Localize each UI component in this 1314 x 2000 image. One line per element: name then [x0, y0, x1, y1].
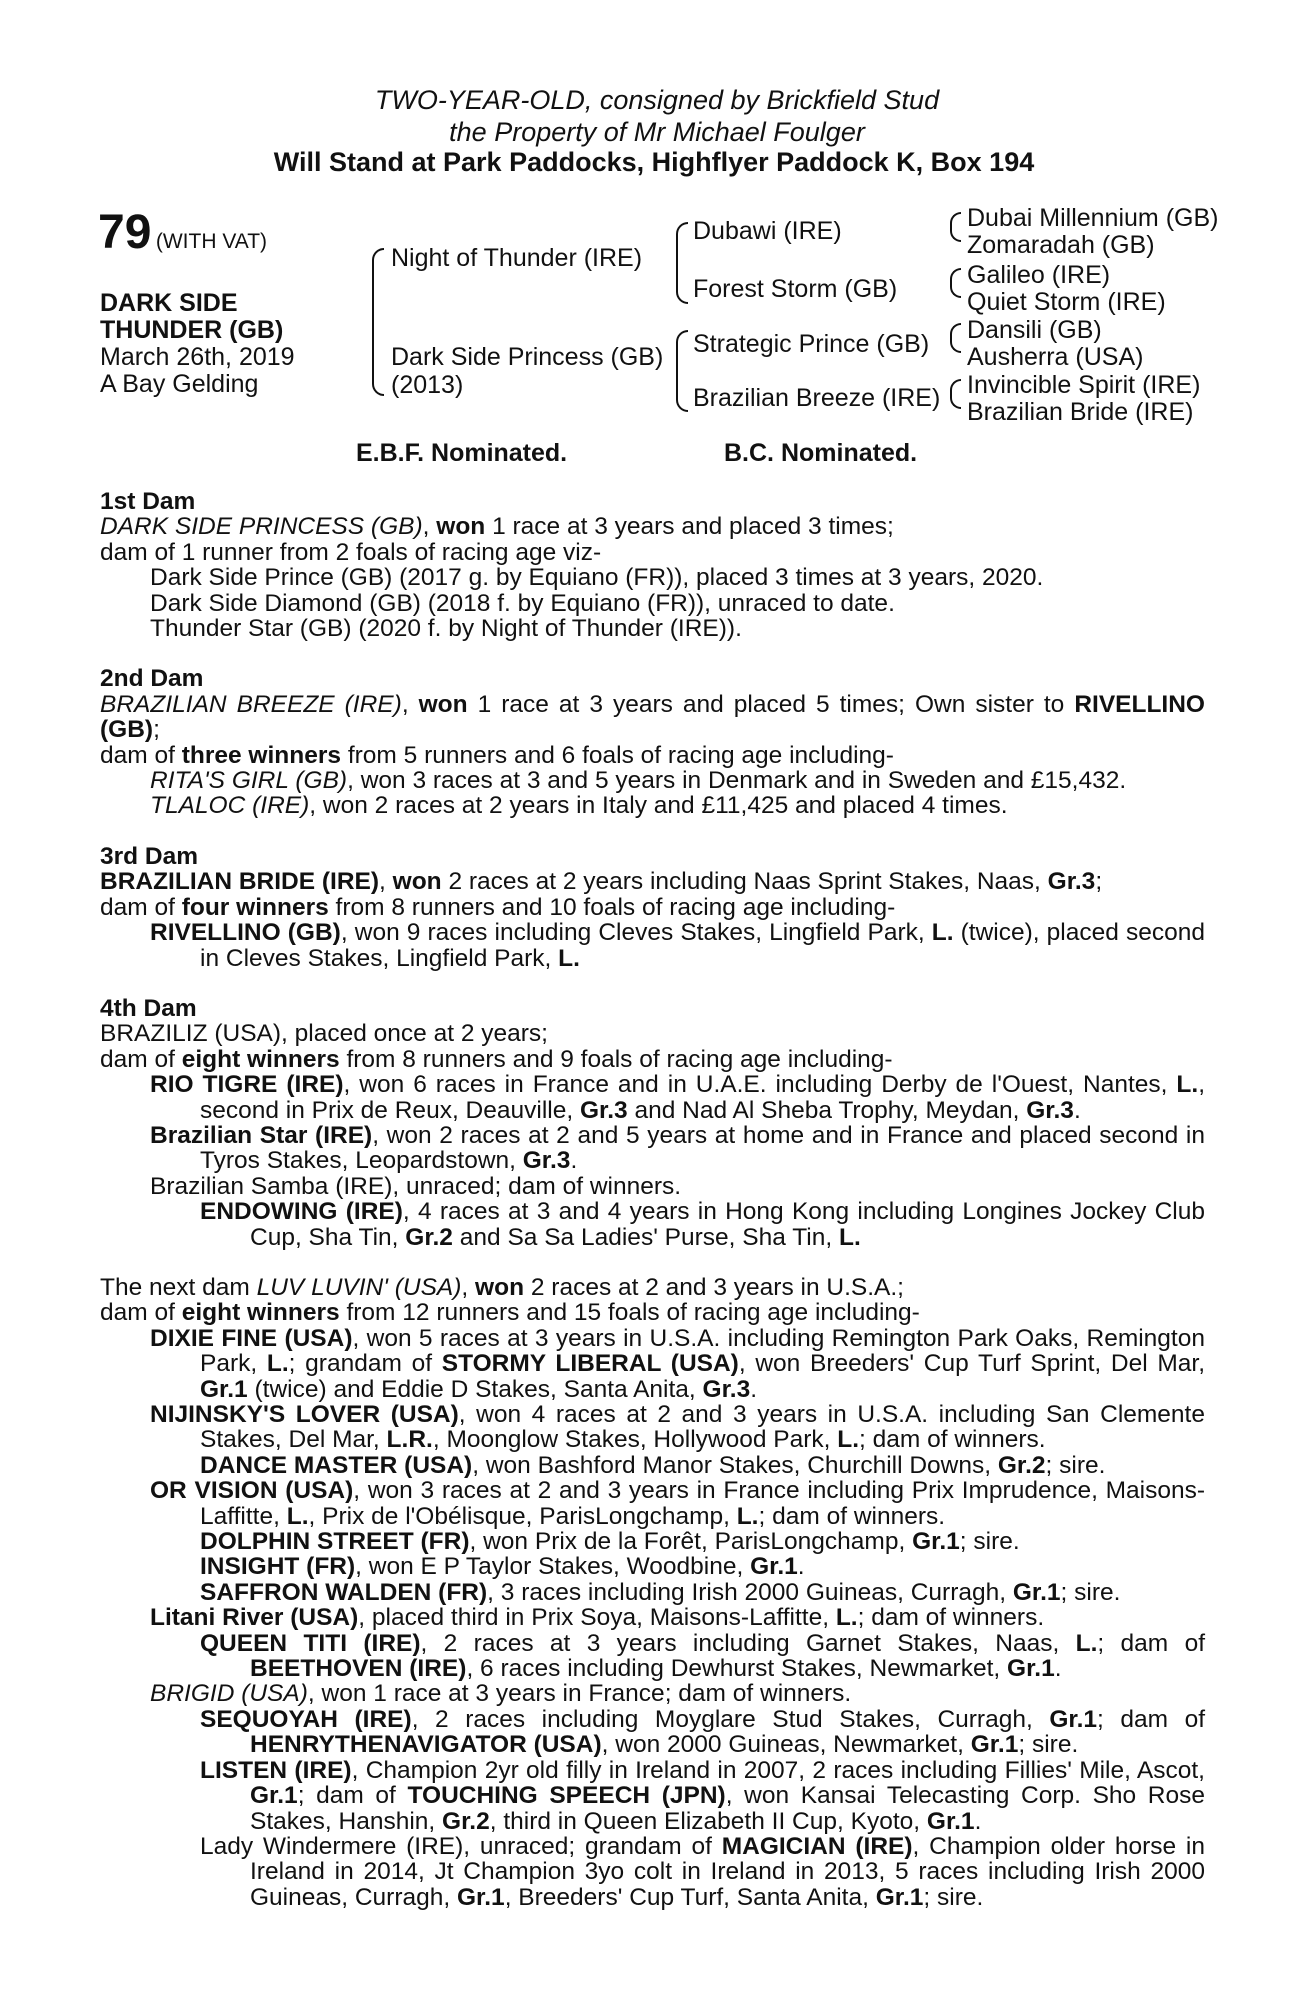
sire-sire-name: Dubawi (IRE): [693, 217, 842, 245]
next-dam-produce-3: OR VISION (USA), won 3 races at 2 and 3 years in France including Prix Imprudence, Maisons-Laffitte, L., Prix de l'Obélisque, ParisLongchamp, L.; dam of winners.: [150, 1477, 1205, 1530]
dam3-heading: 3rd Dam: [100, 842, 199, 870]
dam3-record: BRAZILIAN BRIDE (IRE), won 2 races at 2 years including Naas Sprint Stakes, Naas, Gr.3;: [100, 868, 1103, 896]
horse-name-line1: DARK SIDE: [100, 289, 238, 317]
next-dam-produce-5-winner-3: Lady Windermere (IRE), unraced; grandam of MAGICIAN (IRE), Champion older horse in Ireland in 2014, Jt Champion 3yo colt in Ireland in 2013, 5 races including Irish 2000 Guineas, Curragh, Gr.1, Breeders' Cup Turf, Santa Anita, Gr.1; sire.: [200, 1832, 1205, 1911]
dam4-produce-summary: dam of eight winners from 8 runners and 9 foals of racing age including-: [100, 1045, 893, 1073]
next-dam-record: The next dam LUV LUVIN' (USA), won 2 races at 2 and 3 years in U.S.A.;: [100, 1273, 904, 1301]
dam3-produce-summary: dam of four winners from 8 runners and 10 foals of racing age including-: [100, 893, 896, 921]
next-dam-produce-4: Litani River (USA), placed third in Prix Soya, Maisons-Laffitte, L.; dam of winners.: [150, 1604, 1045, 1632]
dam4-produce-1: RIO TIGRE (IRE), won 6 races in France and in U.A.E. including Derby de l'Ouest, Nantes, L., second in Prix de Reux, Deauville, Gr.3 and Nad Al Sheba Trophy, Meydan, Gr.3.: [150, 1071, 1205, 1124]
dam4-produce-2: Brazilian Star (IRE), won 2 races at 2 and 5 years at home and in France and placed second in Tyros Stakes, Leopardstown, Gr.3.: [150, 1121, 1205, 1175]
dam1-record: DARK SIDE PRINCESS (GB), won 1 race at 3 years and placed 3 times;: [100, 513, 894, 541]
pedigree-g3-7: Invincible Spirit (IRE): [967, 371, 1201, 399]
pedigree-brace-g2: [950, 268, 961, 298]
dam3-produce-1: RIVELLINO (GB), won 9 races including Cleves Stakes, Lingfield Park, L. (twice), placed second in Cleves Stakes, Lingfield Park, L.: [150, 919, 1205, 972]
next-dam-produce-5-winner-2: LISTEN (IRE), Champion 2yr old filly in Ireland in 2007, 2 races including Fillies' Mile, Ascot, Gr.1; dam of TOUCHING SPEECH (JPN), won Kansai Telecasting Corp. Sho Rose Stakes, Hanshin, Gr.2, third in Queen Elizabeth II Cup, Kyoto, Gr.1.: [200, 1756, 1205, 1835]
property-line: the Property of Mr Michael Foulger: [449, 117, 865, 147]
dam2-heading: 2nd Dam: [100, 665, 204, 693]
pedigree-brace-dam: [676, 330, 688, 412]
pedigree-g3-1: Dubai Millennium (GB): [967, 204, 1219, 232]
dam4-record: BRAZILIZ (USA), placed once at 2 years;: [100, 1020, 548, 1048]
dam2-produce-2: TLALOC (IRE), won 2 races at 2 years in Italy and £11,425 and placed 4 times.: [150, 792, 1008, 820]
dam1-produce-3: Thunder Star (GB) (2020 f. by Night of Thunder (IRE)).: [150, 615, 742, 643]
next-dam-produce-5-winner-1: SEQUOYAH (IRE), 2 races including Moyglare Stud Stakes, Curragh, Gr.1; dam of HENRYTHENAVIGATOR (USA), won 2000 Guineas, Newmarket, Gr.1; sire.: [200, 1705, 1206, 1759]
pedigree-g3-2: Zomaradah (GB): [967, 231, 1155, 259]
bc-nominated: B.C. Nominated.: [724, 439, 918, 467]
pedigree-brace-g3: [950, 323, 961, 353]
dam-sire-name: Strategic Prince (GB): [693, 330, 930, 358]
next-dam-produce-4-winner: QUEEN TITI (IRE), 2 races at 3 years including Garnet Stakes, Naas, L.; dam of BEETHOVEN (IRE), 6 races including Dewhurst Stakes, Newmarket, Gr.1.: [200, 1629, 1205, 1683]
pedigree-brace-g4: [950, 379, 961, 409]
next-dam-produce-3-winner-3: SAFFRON WALDEN (FR), 3 races including Irish 2000 Guineas, Curragh, Gr.1; sire.: [200, 1578, 1121, 1606]
dam1-heading: 1st Dam: [100, 488, 196, 515]
dam2-produce-summary: dam of three winners from 5 runners and 6 foals of racing age including-: [100, 741, 894, 769]
next-dam-produce-1: DIXIE FINE (USA), won 5 races at 3 years in U.S.A. including Remington Park Oaks, Remington Park, L.; grandam of STORMY LIBERAL (USA), won Breeders' Cup Turf Sprint, Del Mar, Gr.1 (twice) and Eddie D Stakes, Santa Anita, Gr.3.: [150, 1324, 1206, 1403]
dam-name: Dark Side Princess (GB): [391, 343, 664, 371]
next-dam-produce-3-winner-2: INSIGHT (FR), won E P Taylor Stakes, Woodbine, Gr.1.: [200, 1553, 805, 1581]
dam4-produce-3-winner: ENDOWING (IRE), 4 races at 3 and 4 years in Hong Kong including Longines Jockey Club Cup, Sha Tin, Gr.2 and Sa Sa Ladies' Purse, Sha Tin, L.: [200, 1198, 1205, 1251]
dam2-produce-1: RITA'S GIRL (GB), won 3 races at 3 and 5 years in Denmark and in Sweden and £15,432.: [150, 767, 1127, 795]
pedigree-g3-6: Ausherra (USA): [967, 343, 1144, 371]
lot-number: 79: [98, 206, 152, 259]
dam-foaling-year: (2013): [391, 371, 464, 399]
dam1-name: DARK SIDE PRINCESS (GB): [100, 513, 423, 541]
sire-name: Night of Thunder (IRE): [391, 244, 643, 272]
lot-number-block: [98, 205, 267, 260]
dam4-heading: 4th Dam: [100, 994, 197, 1022]
pedigree-brace-g1: [950, 212, 961, 242]
dam2-record: BRAZILIAN BREEZE (IRE), won 1 race at 3 years and placed 5 times; Own sister to RIVELLINO (GB);: [100, 690, 1205, 744]
foaling-date: March 26th, 2019: [100, 343, 295, 371]
stabling-line: Will Stand at Park Paddocks, Highflyer Paddock K, Box 194: [273, 147, 1035, 177]
pedigree-g3-3: Galileo (IRE): [967, 261, 1111, 289]
dam1-produce-2: Dark Side Diamond (GB) (2018 f. by Equiano (FR)), unraced to date.: [150, 589, 895, 617]
dam4-produce-3: Brazilian Samba (IRE), unraced; dam of winners.: [150, 1172, 682, 1200]
pedigree-brace-gen1: [372, 248, 384, 396]
pedigree-g3-8: Brazilian Bride (IRE): [967, 398, 1194, 426]
sire-dam-name: Forest Storm (GB): [693, 275, 898, 303]
pedigree-g3-4: Quiet Storm (IRE): [967, 288, 1166, 316]
consignment-line: TWO-YEAR-OLD, consigned by Brickfield Stud: [374, 85, 940, 115]
dam1-produce-summary: dam of 1 runner from 2 foals of racing age viz-: [100, 538, 602, 566]
pedigree-brace-sire: [676, 222, 688, 304]
catalogue-body: [100, 489, 1205, 1910]
next-dam-produce-3-winner-1: DOLPHIN STREET (FR), won Prix de la Forêt, ParisLongchamp, Gr.1; sire.: [200, 1528, 1020, 1556]
next-dam-produce-2-winner: DANCE MASTER (USA), won Bashford Manor Stakes, Churchill Downs, Gr.2; sire.: [200, 1451, 1106, 1479]
horse-description: A Bay Gelding: [100, 370, 259, 398]
dam1-produce-1: Dark Side Prince (GB) (2017 g. by Equiano (FR)), placed 3 times at 3 years, 2020.: [150, 564, 1044, 592]
vat-note: (WITH VAT): [155, 230, 268, 253]
next-dam-produce-summary: dam of eight winners from 12 runners and 15 foals of racing age including-: [100, 1299, 920, 1327]
next-dam-produce-2: NIJINSKY'S LOVER (USA), won 4 races at 2 and 3 years in U.S.A. including San Clemente Stakes, Del Mar, L.R., Moonglow Stakes, Hollywood Park, L.; dam of winners.: [150, 1401, 1205, 1454]
pedigree-g3-5: Dansili (GB): [967, 316, 1102, 344]
horse-name-line2: THUNDER (GB): [100, 316, 284, 344]
next-dam-produce-5: BRIGID (USA), won 1 race at 3 years in France; dam of winners.: [150, 1680, 852, 1708]
dam-dam-name: Brazilian Breeze (IRE): [693, 384, 941, 412]
ebf-nominated: E.B.F. Nominated.: [356, 439, 568, 467]
